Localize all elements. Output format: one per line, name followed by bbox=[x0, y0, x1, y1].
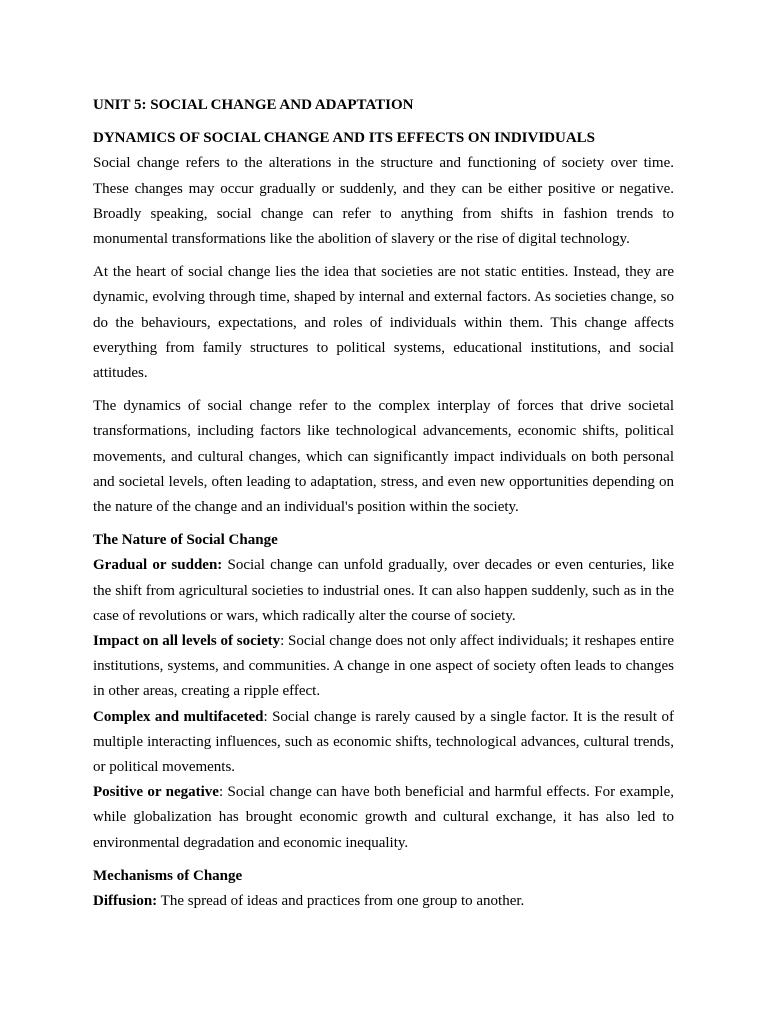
mechanisms-item-diffusion bbox=[93, 889, 674, 914]
nature-term-gradual: Gradual or sudden: bbox=[93, 557, 223, 574]
nature-item-positive bbox=[93, 780, 674, 856]
mechanisms-term-diffusion: Diffusion: bbox=[93, 893, 158, 910]
nature-text-gradual: Social change can unfold gradually, over decades or even centuries, like the shift from agricultural societies to industrial ones. It can also happen suddenly, such as in the case of revolutions or wars, which radically alter the course of society. bbox=[93, 557, 674, 624]
nature-item-impact bbox=[93, 629, 674, 705]
mechanisms-heading: Mechanisms of Change bbox=[93, 867, 243, 884]
unit-title: UNIT 5: SOCIAL CHANGE AND ADAPTATION bbox=[93, 97, 414, 113]
nature-term-complex: Complex and multifaceted bbox=[93, 708, 264, 725]
intro-paragraph-1: Social change refers to the alterations in the structure and functioning of society over time. These changes may occur gradually or suddenly, and they can be either positive or negative. Broadly speaking, social change can refer to anything from shifts in fashion trends to monumental transformations like the abolition of slavery or the rise of digital technology. bbox=[93, 155, 674, 248]
nature-text-complex: : Social change is rarely caused by a single factor. It is the result of multiple interacting influences, such as economic shifts, technological advances, cultural trends, or political movements. bbox=[93, 708, 674, 776]
document-page bbox=[93, 93, 674, 914]
section-heading: DYNAMICS OF SOCIAL CHANGE AND ITS EFFECTS ON INDIVIDUALS bbox=[93, 130, 596, 147]
nature-item-gradual bbox=[93, 553, 674, 629]
nature-text-positive: : Social change can have both beneficial and harmful effects. For example, while globalization has brought economic growth and cultural exchange, it has also led to environmental degradation and economic inequality. bbox=[93, 784, 675, 851]
intro-paragraph-3: The dynamics of social change refer to the complex interplay of forces that drive societal transformations, including factors like technological advancements, economic shifts, political movements, and cultural changes, which can significantly impact individuals on both personal and societal levels, often leading to adaptation, stress, and even new opportunities depending on the nature of the change and an individual's position within the society. bbox=[93, 398, 674, 516]
nature-term-impact: Impact on all levels of society bbox=[93, 633, 281, 650]
intro-paragraph-2: At the heart of social change lies the idea that societies are not static entities. Instead, they are dynamic, evolving through time, shaped by internal and external factors. As societies change, so do the behaviours, expectations, and roles of individuals within them. This change affects everything from family structures to political systems, educational institutions, and social attitudes. bbox=[93, 264, 674, 382]
nature-heading: The Nature of Social Change bbox=[93, 532, 278, 549]
nature-term-positive: Positive or negative bbox=[93, 784, 219, 801]
nature-text-impact: : Social change does not only affect individuals; it reshapes entire institutions, systems, and communities. A change in one aspect of society often leads to changes in other areas, creating a ripple effect. bbox=[93, 633, 674, 700]
mechanisms-text-diffusion: The spread of ideas and practices from one group to another. bbox=[157, 893, 525, 910]
nature-item-complex bbox=[93, 705, 674, 781]
